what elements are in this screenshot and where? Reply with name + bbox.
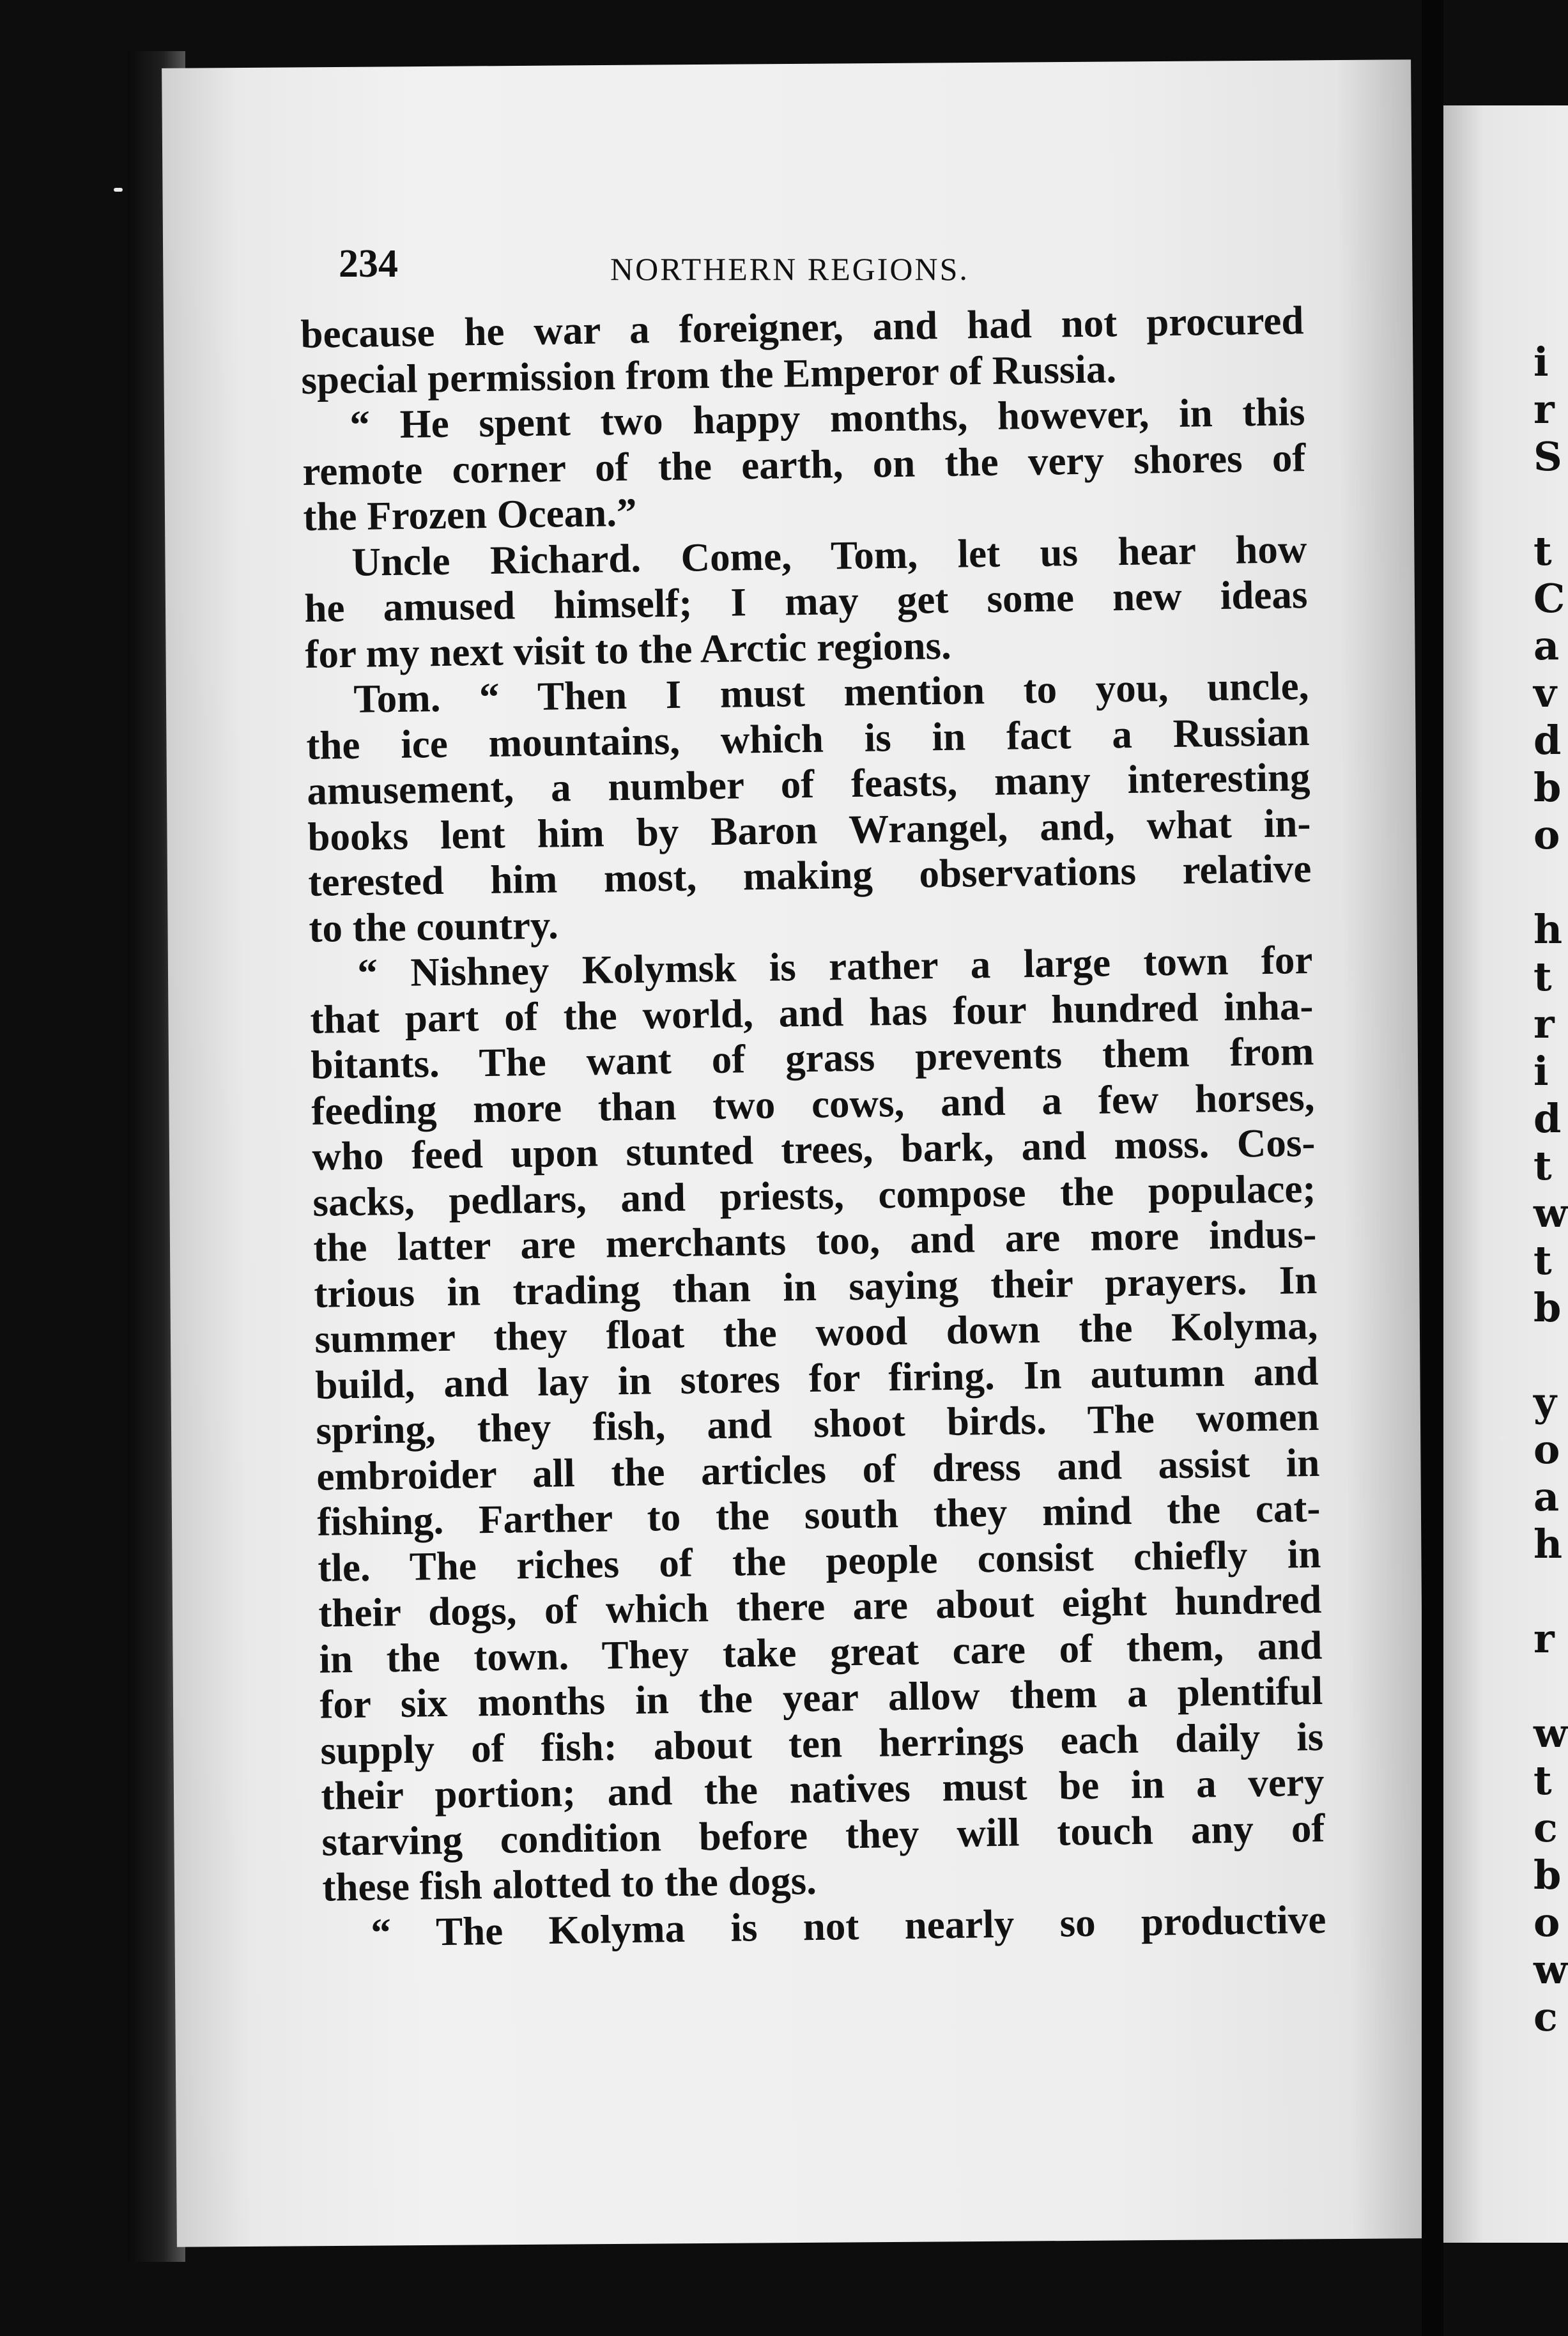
text-line: fishing. Farther to the south they mind the cat- bbox=[316, 1485, 1321, 1544]
scan-speck bbox=[1499, 1436, 1509, 1439]
facing-page-text-fragments bbox=[1533, 339, 1567, 2041]
facing-page-letter: h bbox=[1533, 906, 1563, 953]
text-line: embroider all the articles of dress and assist in bbox=[316, 1440, 1320, 1499]
facing-page-letter: c bbox=[1533, 1994, 1558, 2040]
facing-page-letter: r bbox=[1533, 386, 1555, 433]
text-line: the latter are merchants too, and are more indus- bbox=[312, 1211, 1317, 1270]
facing-page-letter bbox=[1533, 1663, 1567, 1710]
text-line: trious in trading than in saying their prayers. In bbox=[313, 1257, 1318, 1316]
facing-page-letter: t bbox=[1533, 1237, 1552, 1284]
facing-page-letter: a bbox=[1533, 622, 1560, 669]
facing-page-letter: d bbox=[1533, 1095, 1562, 1142]
facing-page-letter: d bbox=[1533, 717, 1562, 764]
text-line: remote corner of the earth, on the very shores of bbox=[302, 434, 1306, 494]
text-line: summer they float the wood down the Kolyma, bbox=[314, 1302, 1318, 1362]
running-head: NORTHERN REGIONS. bbox=[610, 251, 969, 287]
facing-page-letter: t bbox=[1533, 1757, 1552, 1804]
text-line: Uncle Richard. Come, Tom, let us hear how bbox=[351, 526, 1307, 585]
text-line: “ He spent two happy months, however, in this bbox=[349, 389, 1305, 447]
facing-page-letter bbox=[1533, 1568, 1567, 1615]
text-line: build, and lay in stores for firing. In autumn and bbox=[314, 1348, 1319, 1408]
text-line: the Frozen Ocean.” bbox=[302, 489, 637, 539]
facing-page-letter: o bbox=[1533, 1899, 1560, 1946]
facing-page-letter: b bbox=[1533, 1852, 1562, 1898]
facing-page-letter: b bbox=[1533, 1284, 1562, 1331]
facing-page-letter: r bbox=[1533, 1615, 1555, 1662]
facing-page-letter: o bbox=[1533, 811, 1560, 858]
facing-page-letter: o bbox=[1533, 1426, 1560, 1473]
text-line: special permission from the Emperor of Russia. bbox=[300, 346, 1117, 403]
text-line: in the town. They take great care of them, and bbox=[318, 1622, 1323, 1682]
text-line: their portion; and the natives must be in a very bbox=[320, 1759, 1325, 1818]
text-line: tle. The riches of the people consist chiefly in bbox=[317, 1531, 1321, 1590]
text-line: who feed upon stunted trees, bark, and moss. Cos- bbox=[311, 1119, 1316, 1179]
facing-page-letter bbox=[1533, 859, 1567, 906]
facing-page-letter: h bbox=[1533, 1521, 1563, 1567]
facing-page-letter: i bbox=[1533, 1048, 1549, 1095]
facing-page-letter bbox=[1533, 1332, 1567, 1379]
facing-page-letter: t bbox=[1533, 1142, 1552, 1189]
facing-page-letter: i bbox=[1533, 339, 1549, 385]
text-line: amusement, a number of feasts, many interesting bbox=[306, 755, 1311, 813]
facing-page-letter: t bbox=[1533, 953, 1552, 1000]
facing-page-letter: C bbox=[1533, 575, 1565, 622]
facing-page-letter: w bbox=[1533, 1710, 1568, 1756]
text-line: bitants. The want of grass prevents them from bbox=[310, 1028, 1314, 1087]
facing-page-letter: w bbox=[1533, 1946, 1568, 1993]
text-line: spring, they fish, and shoot birds. The women bbox=[315, 1394, 1319, 1453]
body-text bbox=[300, 298, 1326, 1956]
facing-page-letter: t bbox=[1533, 528, 1552, 574]
facing-page-letter: y bbox=[1533, 1379, 1557, 1425]
text-line: their dogs, of which there are about eight hundred bbox=[318, 1576, 1322, 1636]
text-line: “ The Kolyma is not nearly so productive bbox=[370, 1896, 1326, 1955]
page-number: 234 bbox=[339, 242, 398, 286]
text-line: for my next visit to the Arctic regions. bbox=[304, 622, 952, 677]
facing-page-letter: b bbox=[1533, 764, 1562, 811]
text-line: because he war a foreigner, and had not procured bbox=[300, 298, 1304, 357]
text-line: he amused himself; I may get some new ideas bbox=[304, 572, 1308, 631]
text-line: that part of the world, and has four hundred inha- bbox=[309, 983, 1314, 1042]
text-line: sacks, pedlars, and priests, compose the populace; bbox=[312, 1165, 1316, 1225]
facing-page-letter: r bbox=[1533, 1001, 1555, 1047]
facing-page-letter: a bbox=[1533, 1473, 1560, 1520]
page-gutter bbox=[1422, 0, 1443, 2336]
facing-page-letter bbox=[1533, 480, 1567, 528]
text-line: for six months in the year allow them a plentiful bbox=[319, 1668, 1323, 1727]
text-line: to the country. bbox=[308, 902, 559, 951]
facing-page-letter: v bbox=[1533, 670, 1557, 716]
text-line: Tom. “ Then I must mention to you, uncle, bbox=[353, 663, 1309, 721]
text-line: feeding more than two cows, and a few horses, bbox=[311, 1074, 1315, 1133]
text-line: supply of fish: about ten herrings each daily is bbox=[319, 1714, 1324, 1773]
text-line: books lent him by Baron Wrangel, and, what in- bbox=[307, 800, 1311, 859]
facing-page-letter: c bbox=[1533, 1804, 1558, 1851]
text-line: starving condition before they will touch any of bbox=[321, 1805, 1325, 1864]
facing-page-letter: w bbox=[1533, 1190, 1568, 1236]
text-line: these fish alotted to the dogs. bbox=[321, 1857, 817, 1910]
page-header bbox=[339, 242, 1297, 293]
text-line: the ice mountains, which is in fact a Russian bbox=[305, 709, 1310, 768]
scan-speck bbox=[114, 188, 123, 192]
text-line: “ Nishney Kolymsk is rather a large town for bbox=[357, 937, 1313, 995]
facing-page-letter: S bbox=[1533, 433, 1562, 480]
text-line: terested him most, making observations relative bbox=[307, 845, 1312, 905]
